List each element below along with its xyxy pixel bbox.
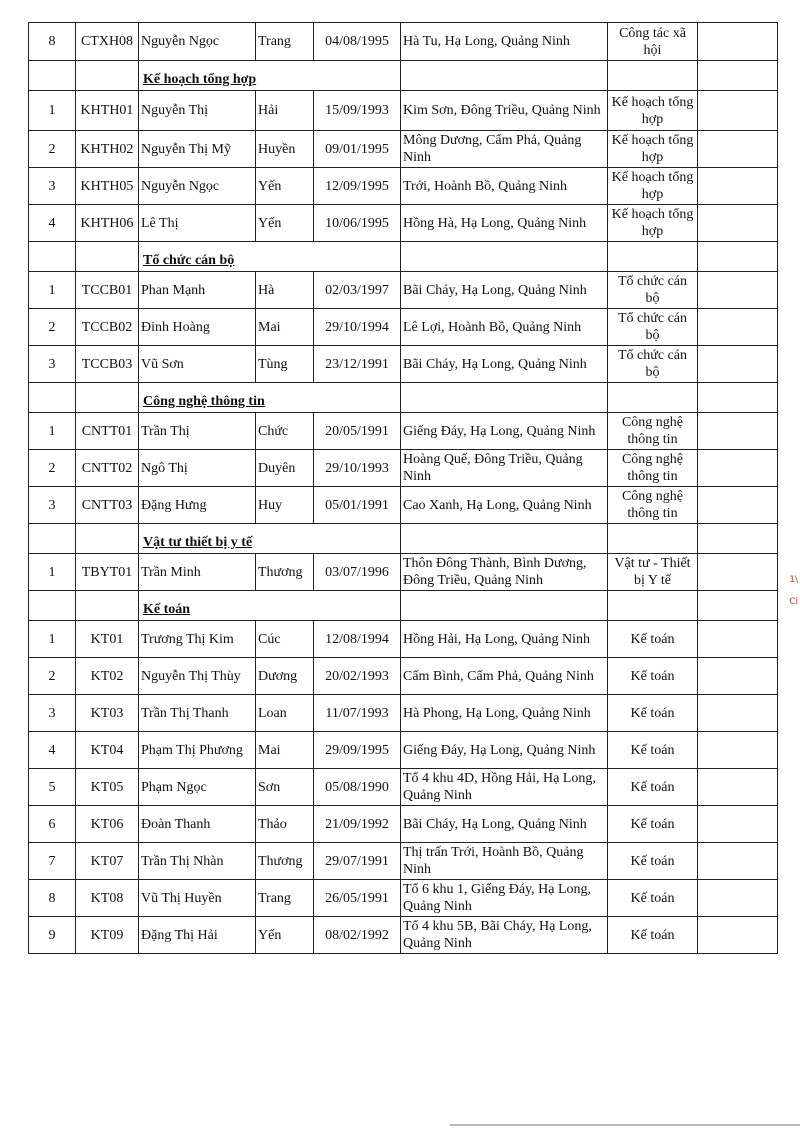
given-name: Huy <box>256 487 314 524</box>
department: Kế toán <box>608 695 698 732</box>
employee-code: KHTH05 <box>76 168 139 205</box>
surname-middle-name: Trần Minh <box>139 554 256 591</box>
surname-middle-name: Phan Mạnh <box>139 272 256 309</box>
surname-middle-name: Nguyễn Thị Mỹ <box>139 131 256 168</box>
employee-code: KT02 <box>76 658 139 695</box>
section-header-row <box>29 242 778 272</box>
employee-code: KT04 <box>76 732 139 769</box>
row-number: 3 <box>29 695 76 732</box>
table-row <box>29 450 778 487</box>
row-number: 1 <box>29 621 76 658</box>
scan-edge-line <box>450 1124 800 1126</box>
employee-code: KHTH02 <box>76 131 139 168</box>
notes-cell <box>698 621 778 658</box>
date-of-birth: 20/02/1993 <box>314 658 401 695</box>
department: Kế hoạch tổng hợp <box>608 91 698 131</box>
notes-cell <box>698 554 778 591</box>
table-row <box>29 658 778 695</box>
department: Kế toán <box>608 880 698 917</box>
section-blank-cell <box>401 524 608 554</box>
given-name: Dương <box>256 658 314 695</box>
department: Tổ chức cán bộ <box>608 272 698 309</box>
section-blank-cell <box>76 591 139 621</box>
department: Công nghệ thông tin <box>608 450 698 487</box>
surname-middle-name: Trương Thị Kim <box>139 621 256 658</box>
surname-middle-name: Phạm Ngọc <box>139 769 256 806</box>
employee-code: CNTT03 <box>76 487 139 524</box>
table-row <box>29 880 778 917</box>
date-of-birth: 04/08/1995 <box>314 23 401 61</box>
department: Công tác xã hội <box>608 23 698 61</box>
surname-middle-name: Vũ Sơn <box>139 346 256 383</box>
section-blank-cell <box>76 383 139 413</box>
department: Kế toán <box>608 732 698 769</box>
date-of-birth: 29/10/1994 <box>314 309 401 346</box>
employee-code: TCCB01 <box>76 272 139 309</box>
department: Công nghệ thông tin <box>608 487 698 524</box>
section-blank-cell <box>76 61 139 91</box>
section-header-row <box>29 61 778 91</box>
table-row <box>29 131 778 168</box>
table-row <box>29 806 778 843</box>
employee-code: CTXH08 <box>76 23 139 61</box>
notes-cell <box>698 806 778 843</box>
date-of-birth: 09/01/1995 <box>314 131 401 168</box>
section-blank-cell <box>608 61 698 91</box>
notes-cell <box>698 309 778 346</box>
given-name: Mai <box>256 732 314 769</box>
date-of-birth: 29/10/1993 <box>314 450 401 487</box>
address: Bãi Cháy, Hạ Long, Quảng Ninh <box>401 346 608 383</box>
table-row <box>29 413 778 450</box>
table-row <box>29 91 778 131</box>
section-header-row <box>29 383 778 413</box>
address: Hà Tu, Hạ Long, Quảng Ninh <box>401 23 608 61</box>
section-blank-cell <box>29 242 76 272</box>
date-of-birth: 11/07/1993 <box>314 695 401 732</box>
date-of-birth: 20/05/1991 <box>314 413 401 450</box>
department: Vật tư - Thiết bị Y tế <box>608 554 698 591</box>
section-blank-cell <box>76 524 139 554</box>
row-number: 1 <box>29 272 76 309</box>
employee-code: CNTT01 <box>76 413 139 450</box>
table-row <box>29 205 778 242</box>
row-number: 1 <box>29 413 76 450</box>
date-of-birth: 05/01/1991 <box>314 487 401 524</box>
section-blank-cell <box>401 383 608 413</box>
section-blank-cell <box>698 242 778 272</box>
employee-code: KT05 <box>76 769 139 806</box>
date-of-birth: 12/09/1995 <box>314 168 401 205</box>
margin-note-1: 1\ <box>789 575 798 585</box>
table-row <box>29 732 778 769</box>
given-name: Trang <box>256 880 314 917</box>
surname-middle-name: Đinh Hoàng <box>139 309 256 346</box>
table-row <box>29 917 778 954</box>
row-number: 8 <box>29 23 76 61</box>
address: Lê Lợi, Hoành Bồ, Quảng Ninh <box>401 309 608 346</box>
address: Kim Sơn, Đông Triều, Quảng Ninh <box>401 91 608 131</box>
notes-cell <box>698 732 778 769</box>
address: Bãi Cháy, Hạ Long, Quảng Ninh <box>401 806 608 843</box>
address: Hà Phong, Hạ Long, Quảng Ninh <box>401 695 608 732</box>
table-row <box>29 346 778 383</box>
notes-cell <box>698 843 778 880</box>
table-row <box>29 23 778 61</box>
surname-middle-name: Trần Thị Nhàn <box>139 843 256 880</box>
row-number: 3 <box>29 346 76 383</box>
date-of-birth: 10/06/1995 <box>314 205 401 242</box>
section-blank-cell <box>698 524 778 554</box>
table-row <box>29 168 778 205</box>
section-title: Kế hoạch tổng hợp <box>139 61 401 91</box>
surname-middle-name: Nguyễn Ngọc <box>139 168 256 205</box>
section-blank-cell <box>698 383 778 413</box>
date-of-birth: 03/07/1996 <box>314 554 401 591</box>
table-row <box>29 309 778 346</box>
row-number: 6 <box>29 806 76 843</box>
address: Hồng Hải, Hạ Long, Quảng Ninh <box>401 621 608 658</box>
section-title: Công nghệ thông tin <box>139 383 401 413</box>
row-number: 8 <box>29 880 76 917</box>
section-blank-cell <box>401 61 608 91</box>
given-name: Loan <box>256 695 314 732</box>
address: Mông Dương, Cẩm Phả, Quảng Ninh <box>401 131 608 168</box>
section-blank-cell <box>608 524 698 554</box>
notes-cell <box>698 880 778 917</box>
given-name: Yến <box>256 168 314 205</box>
address: Giếng Đáy, Hạ Long, Quảng Ninh <box>401 413 608 450</box>
address: Tổ 4 khu 4D, Hồng Hải, Hạ Long, Quảng Ninh <box>401 769 608 806</box>
table-body <box>29 23 778 954</box>
date-of-birth: 23/12/1991 <box>314 346 401 383</box>
date-of-birth: 08/02/1992 <box>314 917 401 954</box>
row-number: 2 <box>29 450 76 487</box>
surname-middle-name: Lê Thị <box>139 205 256 242</box>
given-name: Duyên <box>256 450 314 487</box>
surname-middle-name: Vũ Thị Huyền <box>139 880 256 917</box>
section-blank-cell <box>76 242 139 272</box>
address: Hoàng Quế, Đông Triều, Quảng Ninh <box>401 450 608 487</box>
section-title: Vật tư thiết bị y tế <box>139 524 401 554</box>
date-of-birth: 12/08/1994 <box>314 621 401 658</box>
row-number: 2 <box>29 131 76 168</box>
surname-middle-name: Đoàn Thanh <box>139 806 256 843</box>
table-row <box>29 554 778 591</box>
date-of-birth: 02/03/1997 <box>314 272 401 309</box>
row-number: 3 <box>29 168 76 205</box>
department: Kế toán <box>608 658 698 695</box>
row-number: 2 <box>29 309 76 346</box>
department: Kế hoạch tổng hợp <box>608 205 698 242</box>
given-name: Yến <box>256 917 314 954</box>
notes-cell <box>698 695 778 732</box>
surname-middle-name: Đặng Thị Hải <box>139 917 256 954</box>
section-blank-cell <box>698 61 778 91</box>
given-name: Thảo <box>256 806 314 843</box>
row-number: 1 <box>29 91 76 131</box>
given-name: Trang <box>256 23 314 61</box>
notes-cell <box>698 272 778 309</box>
date-of-birth: 26/05/1991 <box>314 880 401 917</box>
surname-middle-name: Đặng Hưng <box>139 487 256 524</box>
department: Tổ chức cán bộ <box>608 346 698 383</box>
section-blank-cell <box>401 242 608 272</box>
department: Kế toán <box>608 843 698 880</box>
department: Kế hoạch tổng hợp <box>608 168 698 205</box>
table-row <box>29 272 778 309</box>
given-name: Cúc <box>256 621 314 658</box>
employee-code: KHTH06 <box>76 205 139 242</box>
table-row <box>29 695 778 732</box>
employee-code: KT08 <box>76 880 139 917</box>
date-of-birth: 29/09/1995 <box>314 732 401 769</box>
address: Hồng Hà, Hạ Long, Quảng Ninh <box>401 205 608 242</box>
date-of-birth: 15/09/1993 <box>314 91 401 131</box>
row-number: 3 <box>29 487 76 524</box>
address: Tổ 4 khu 5B, Bãi Cháy, Hạ Long, Quảng Ninh <box>401 917 608 954</box>
section-title: Kế toán <box>139 591 401 621</box>
notes-cell <box>698 91 778 131</box>
given-name: Hà <box>256 272 314 309</box>
section-blank-cell <box>608 383 698 413</box>
section-header-row <box>29 591 778 621</box>
notes-cell <box>698 769 778 806</box>
employee-code: KT06 <box>76 806 139 843</box>
surname-middle-name: Trần Thị Thanh <box>139 695 256 732</box>
department: Tổ chức cán bộ <box>608 309 698 346</box>
department: Kế toán <box>608 621 698 658</box>
row-number: 9 <box>29 917 76 954</box>
address: Thị trấn Trới, Hoành Bồ, Quảng Ninh <box>401 843 608 880</box>
section-blank-cell <box>29 61 76 91</box>
section-header-row <box>29 524 778 554</box>
surname-middle-name: Nguyễn Thị <box>139 91 256 131</box>
given-name: Huyền <box>256 131 314 168</box>
employee-code: TCCB02 <box>76 309 139 346</box>
section-blank-cell <box>608 242 698 272</box>
notes-cell <box>698 450 778 487</box>
address: Cao Xanh, Hạ Long, Quảng Ninh <box>401 487 608 524</box>
date-of-birth: 21/09/1992 <box>314 806 401 843</box>
notes-cell <box>698 205 778 242</box>
address: Giếng Đáy, Hạ Long, Quảng Ninh <box>401 732 608 769</box>
department: Kế toán <box>608 769 698 806</box>
section-blank-cell <box>698 591 778 621</box>
department: Kế hoạch tổng hợp <box>608 131 698 168</box>
employee-code: TBYT01 <box>76 554 139 591</box>
employee-code: KT01 <box>76 621 139 658</box>
section-blank-cell <box>29 524 76 554</box>
notes-cell <box>698 487 778 524</box>
given-name: Sơn <box>256 769 314 806</box>
employee-code: KT07 <box>76 843 139 880</box>
employee-code: KT09 <box>76 917 139 954</box>
row-number: 2 <box>29 658 76 695</box>
address: Trới, Hoành Bồ, Quảng Ninh <box>401 168 608 205</box>
given-name: Tùng <box>256 346 314 383</box>
table-row <box>29 769 778 806</box>
department: Công nghệ thông tin <box>608 413 698 450</box>
address: Cẩm Bình, Cẩm Phả, Quảng Ninh <box>401 658 608 695</box>
given-name: Mai <box>256 309 314 346</box>
employee-code: CNTT02 <box>76 450 139 487</box>
notes-cell <box>698 131 778 168</box>
notes-cell <box>698 346 778 383</box>
table-row <box>29 843 778 880</box>
surname-middle-name: Ngô Thị <box>139 450 256 487</box>
section-blank-cell <box>29 383 76 413</box>
notes-cell <box>698 917 778 954</box>
row-number: 4 <box>29 732 76 769</box>
given-name: Hải <box>256 91 314 131</box>
row-number: 1 <box>29 554 76 591</box>
section-blank-cell <box>401 591 608 621</box>
row-number: 4 <box>29 205 76 242</box>
notes-cell <box>698 168 778 205</box>
address: Tổ 6 khu 1, Giếng Đáy, Hạ Long, Quảng Ninh <box>401 880 608 917</box>
given-name: Yến <box>256 205 314 242</box>
address: Thôn Đông Thành, Bình Dương, Đông Triều, Quảng Ninh <box>401 554 608 591</box>
section-title: Tổ chức cán bộ <box>139 242 401 272</box>
employee-table <box>28 22 778 954</box>
section-blank-cell <box>29 591 76 621</box>
department: Kế toán <box>608 806 698 843</box>
row-number: 7 <box>29 843 76 880</box>
notes-cell <box>698 23 778 61</box>
row-number: 5 <box>29 769 76 806</box>
date-of-birth: 05/08/1990 <box>314 769 401 806</box>
notes-cell <box>698 658 778 695</box>
address: Bãi Cháy, Hạ Long, Quảng Ninh <box>401 272 608 309</box>
section-blank-cell <box>608 591 698 621</box>
employee-code: KT03 <box>76 695 139 732</box>
employee-code: TCCB03 <box>76 346 139 383</box>
surname-middle-name: Nguyễn Thị Thùy <box>139 658 256 695</box>
date-of-birth: 29/07/1991 <box>314 843 401 880</box>
given-name: Thương <box>256 554 314 591</box>
table-row <box>29 621 778 658</box>
given-name: Chức <box>256 413 314 450</box>
employee-code: KHTH01 <box>76 91 139 131</box>
notes-cell <box>698 413 778 450</box>
surname-middle-name: Phạm Thị Phương <box>139 732 256 769</box>
table-row <box>29 487 778 524</box>
surname-middle-name: Trần Thị <box>139 413 256 450</box>
given-name: Thương <box>256 843 314 880</box>
surname-middle-name: Nguyễn Ngọc <box>139 23 256 61</box>
department: Kế toán <box>608 917 698 954</box>
margin-note-2: Ci <box>789 597 798 607</box>
